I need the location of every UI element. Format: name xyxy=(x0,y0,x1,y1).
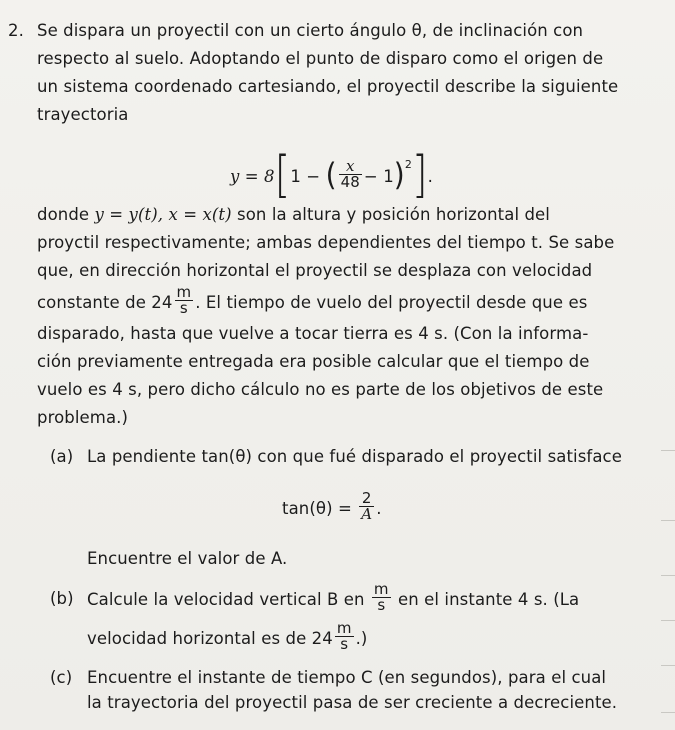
part-c-label: (c) xyxy=(50,668,73,687)
velocity-units-den: s xyxy=(179,299,188,317)
part-a-question: Encuentre el valor de A. xyxy=(87,549,288,568)
part-a-eq-period: . xyxy=(376,499,382,518)
part-b-line-2-den: s xyxy=(340,635,349,653)
equation-minus-one: − 1 xyxy=(363,167,394,186)
part-b-line-2-b: .) xyxy=(355,629,368,648)
part-b-label: (b) xyxy=(50,589,74,608)
body-line-6: ción previamente entregada era posible calcular que el tiempo de xyxy=(37,352,590,371)
part-b-line-2-fraction xyxy=(335,621,354,652)
left-paren: ( xyxy=(325,155,337,193)
part-a-eq-den: A xyxy=(361,505,373,523)
intro-line-3: un sistema coordenado cartesiando, el proyectil describe la siguiente xyxy=(37,77,619,96)
body-line-1-math: y = y(t), x = x(t) xyxy=(94,205,232,224)
equation-period: . xyxy=(427,167,434,186)
margin-mark xyxy=(661,520,675,521)
intro-line-2: respecto al suelo. Adoptando el punto de disparo como el origen de xyxy=(37,49,604,68)
body-line-3: que, en dirección horizontal el proyectil se desplaza con velocidad xyxy=(37,261,593,280)
right-paren: ) xyxy=(393,155,405,193)
equation-exponent: 2 xyxy=(404,158,412,171)
trajectory-equation xyxy=(230,140,434,204)
margin-mark xyxy=(661,575,675,576)
body-line-1-a: donde xyxy=(37,205,95,224)
intro-line-4: trayectoria xyxy=(37,105,129,124)
part-a-text: La pendiente tan(θ) con que fué disparado el proyectil satisface xyxy=(87,447,622,466)
margin-mark xyxy=(661,620,675,621)
part-c-line-2: la trayectoria del proyectil pasa de ser creciente a decreciente. xyxy=(87,693,618,712)
left-bracket: [ xyxy=(274,145,291,204)
body-line-7: vuelo es 4 s, pero dicho cálculo no es parte de los objetivos de este xyxy=(37,380,604,399)
equation-lhs: y = 8 xyxy=(230,167,275,186)
body-line-8: problema.) xyxy=(37,408,129,427)
intro-line-1: Se dispara un proyectil con un cierto ángulo θ, de inclinación con xyxy=(37,21,584,40)
body-line-4-a: constante de 24 xyxy=(37,293,173,312)
equation-fraction xyxy=(339,159,362,190)
part-b-units-fraction xyxy=(372,582,391,613)
velocity-units-num: m xyxy=(176,283,192,301)
body-line-4 xyxy=(37,283,588,319)
body-line-2: proyctil respectivamente; ambas dependientes del tiempo t. Se sabe xyxy=(37,233,615,252)
body-line-5: disparado, hasta que vuelve a tocar tierra es 4 s. (Con la informa- xyxy=(37,324,589,343)
part-a-equation xyxy=(282,484,382,534)
problem-number: 2. xyxy=(8,21,24,40)
body-line-1 xyxy=(37,201,550,229)
body-line-4-b: . El tiempo de vuelo del proyectil desde que es xyxy=(195,293,588,312)
equation-frac-den: 48 xyxy=(340,173,360,191)
part-b-line-2-a: velocidad horizontal es de 24 xyxy=(87,629,333,648)
part-c-line-1: Encuentre el instante de tiempo C (en segundos), para el cual xyxy=(87,668,607,687)
part-a-eq-fraction xyxy=(359,491,374,522)
part-a-eq-lhs: tan(θ) = xyxy=(282,499,352,518)
part-b-line-1 xyxy=(87,580,580,616)
part-b-units-den: s xyxy=(377,596,386,614)
body-line-1-b: son la altura y posición horizontal del xyxy=(231,205,550,224)
equation-frac-num: x xyxy=(339,159,362,175)
part-a-label: (a) xyxy=(50,447,74,466)
velocity-units-fraction xyxy=(175,285,194,316)
margin-mark xyxy=(661,450,675,451)
part-b-line-2 xyxy=(87,619,368,655)
part-b-text-b: en el instante 4 s. (La xyxy=(398,590,580,609)
margin-mark xyxy=(661,712,675,713)
part-b-line-2-num: m xyxy=(336,619,352,637)
margin-mark xyxy=(661,665,675,666)
part-b-text-a: Calcule la velocidad vertical B en xyxy=(87,590,365,609)
part-b-units-num: m xyxy=(373,580,389,598)
right-bracket: ] xyxy=(411,145,428,204)
part-a-eq-num: 2 xyxy=(359,491,374,507)
equation-one: 1 − xyxy=(290,167,321,186)
